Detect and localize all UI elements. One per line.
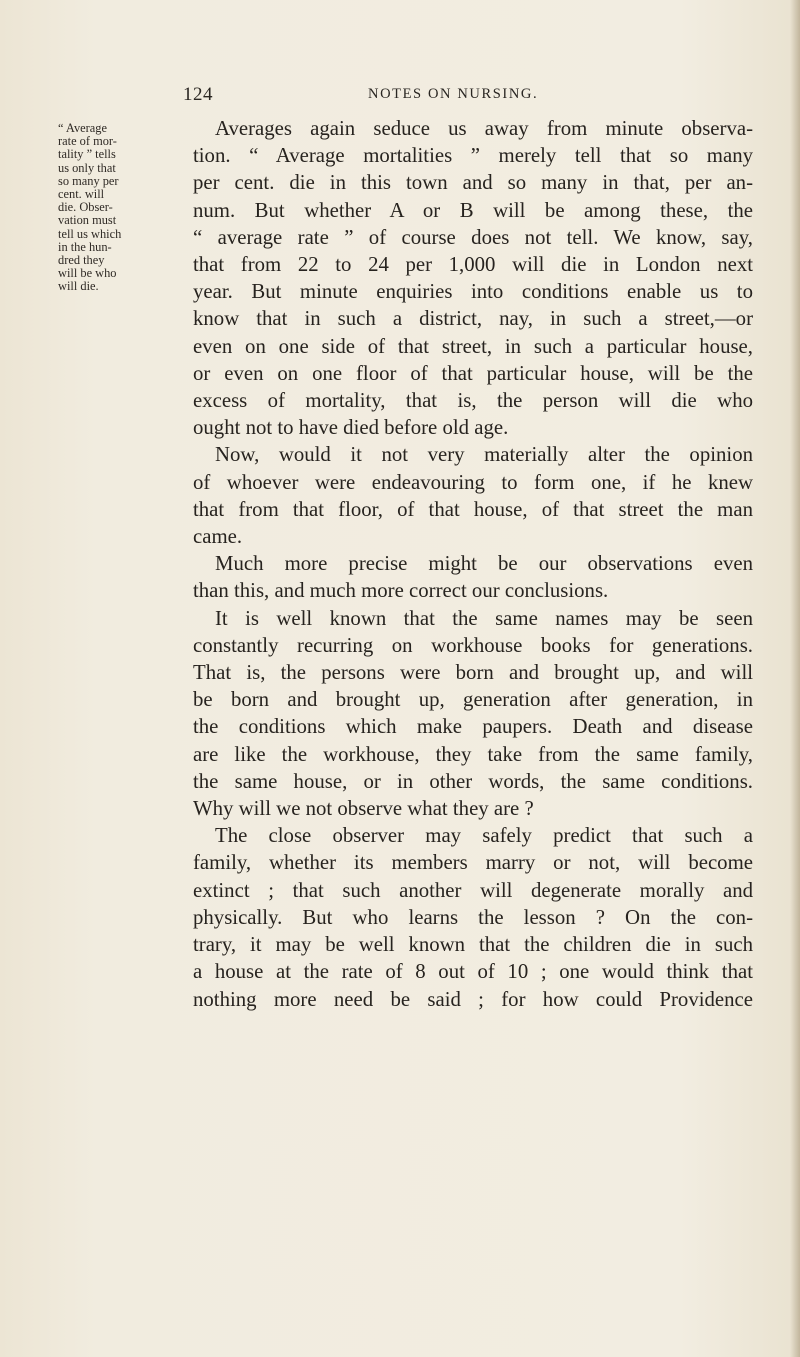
margin-note-line: cent. will — [58, 187, 105, 202]
text-line: nothing more need be said ; for how could Providence — [193, 987, 753, 1011]
page-header — [0, 84, 800, 108]
text-line: that from 22 to 24 per 1,000 will die in London next — [193, 253, 753, 277]
text-line: extinct ; that such another will degenerate morally and — [193, 878, 753, 902]
margin-note-line: in the hun- — [58, 239, 112, 254]
text-line: a house at the rate of 8 out of 10 ; one would think that — [193, 960, 753, 984]
text-line: constantly recurring on workhouse books for generations. — [193, 633, 753, 657]
text-line: or even on one floor of that particular house, will be the — [193, 361, 753, 385]
text-line: ought not to have died before old age. — [193, 416, 509, 440]
text-line: excess of mortality, that is, the person will die who — [193, 389, 753, 413]
margin-note — [58, 122, 190, 294]
text-line: the conditions which make paupers. Death and disease — [193, 715, 753, 739]
margin-note-line: will be who — [58, 266, 117, 281]
text-line: It is well known that the same names may be seen — [215, 606, 753, 630]
text-line: physically. But who learns the lesson ? On the con- — [193, 905, 753, 929]
margin-note-line: us only that — [58, 160, 116, 175]
text-line: trary, it may be well known that the children die in such — [193, 933, 753, 957]
text-line: “ average rate ” of course does not tell. We know, say, — [193, 225, 753, 249]
text-line: know that in such a district, nay, in such a street,—or — [193, 307, 753, 331]
text-line: are like the workhouse, they take from the same family, — [193, 742, 753, 766]
text-line: year. But minute enquiries into conditions enable us to — [193, 280, 753, 304]
text-line: The close observer may safely predict that such a — [215, 824, 753, 848]
text-line: Why will we not observe what they are ? — [193, 797, 534, 821]
text-line: than this, and much more correct our conclusions. — [193, 579, 609, 603]
text-line: be born and brought up, generation after generation, in — [193, 688, 753, 712]
text-line: that from that floor, of that house, of that street the man — [193, 497, 753, 521]
text-line: came. — [193, 525, 243, 549]
margin-note-line: rate of mor- — [58, 134, 117, 149]
text-line: the same house, or in other words, the same conditions. — [193, 769, 753, 793]
page-number: 124 — [183, 84, 213, 105]
text-line: That is, the persons were born and brought up, and will — [193, 661, 753, 685]
text-line: tion. “ Average mortalities ” merely tell that so many — [193, 144, 753, 168]
margin-note-line: will die. — [58, 279, 99, 294]
text-line: even on one side of that street, in such a particular house, — [193, 334, 753, 358]
margin-note-line: dred they — [58, 253, 105, 268]
text-line: Now, would it not very materially alter the opinion — [215, 443, 753, 467]
body-text — [193, 115, 753, 1013]
text-line: family, whether its members marry or not, will become — [193, 851, 753, 875]
text-line: Much more precise might be our observations even — [215, 552, 753, 576]
margin-note-line: “ Average — [58, 121, 107, 135]
margin-note-line: tality ” tells — [58, 147, 116, 162]
margin-note-line: die. Obser- — [58, 200, 113, 215]
text-line: Averages again seduce us away from minute observa- — [215, 117, 753, 140]
text-line: of whoever were endeavouring to form one, if he knew — [193, 470, 753, 494]
page-edge-shadow — [790, 0, 800, 1357]
text-line: per cent. die in this town and so many in that, per an- — [193, 171, 753, 195]
running-head: NOTES ON NURSING. — [368, 86, 539, 102]
margin-note-line: so many per — [58, 173, 119, 188]
text-line: num. But whether A or B will be among these, the — [193, 198, 753, 222]
margin-note-line: vation must — [58, 213, 117, 228]
margin-note-line: tell us which — [58, 226, 122, 241]
